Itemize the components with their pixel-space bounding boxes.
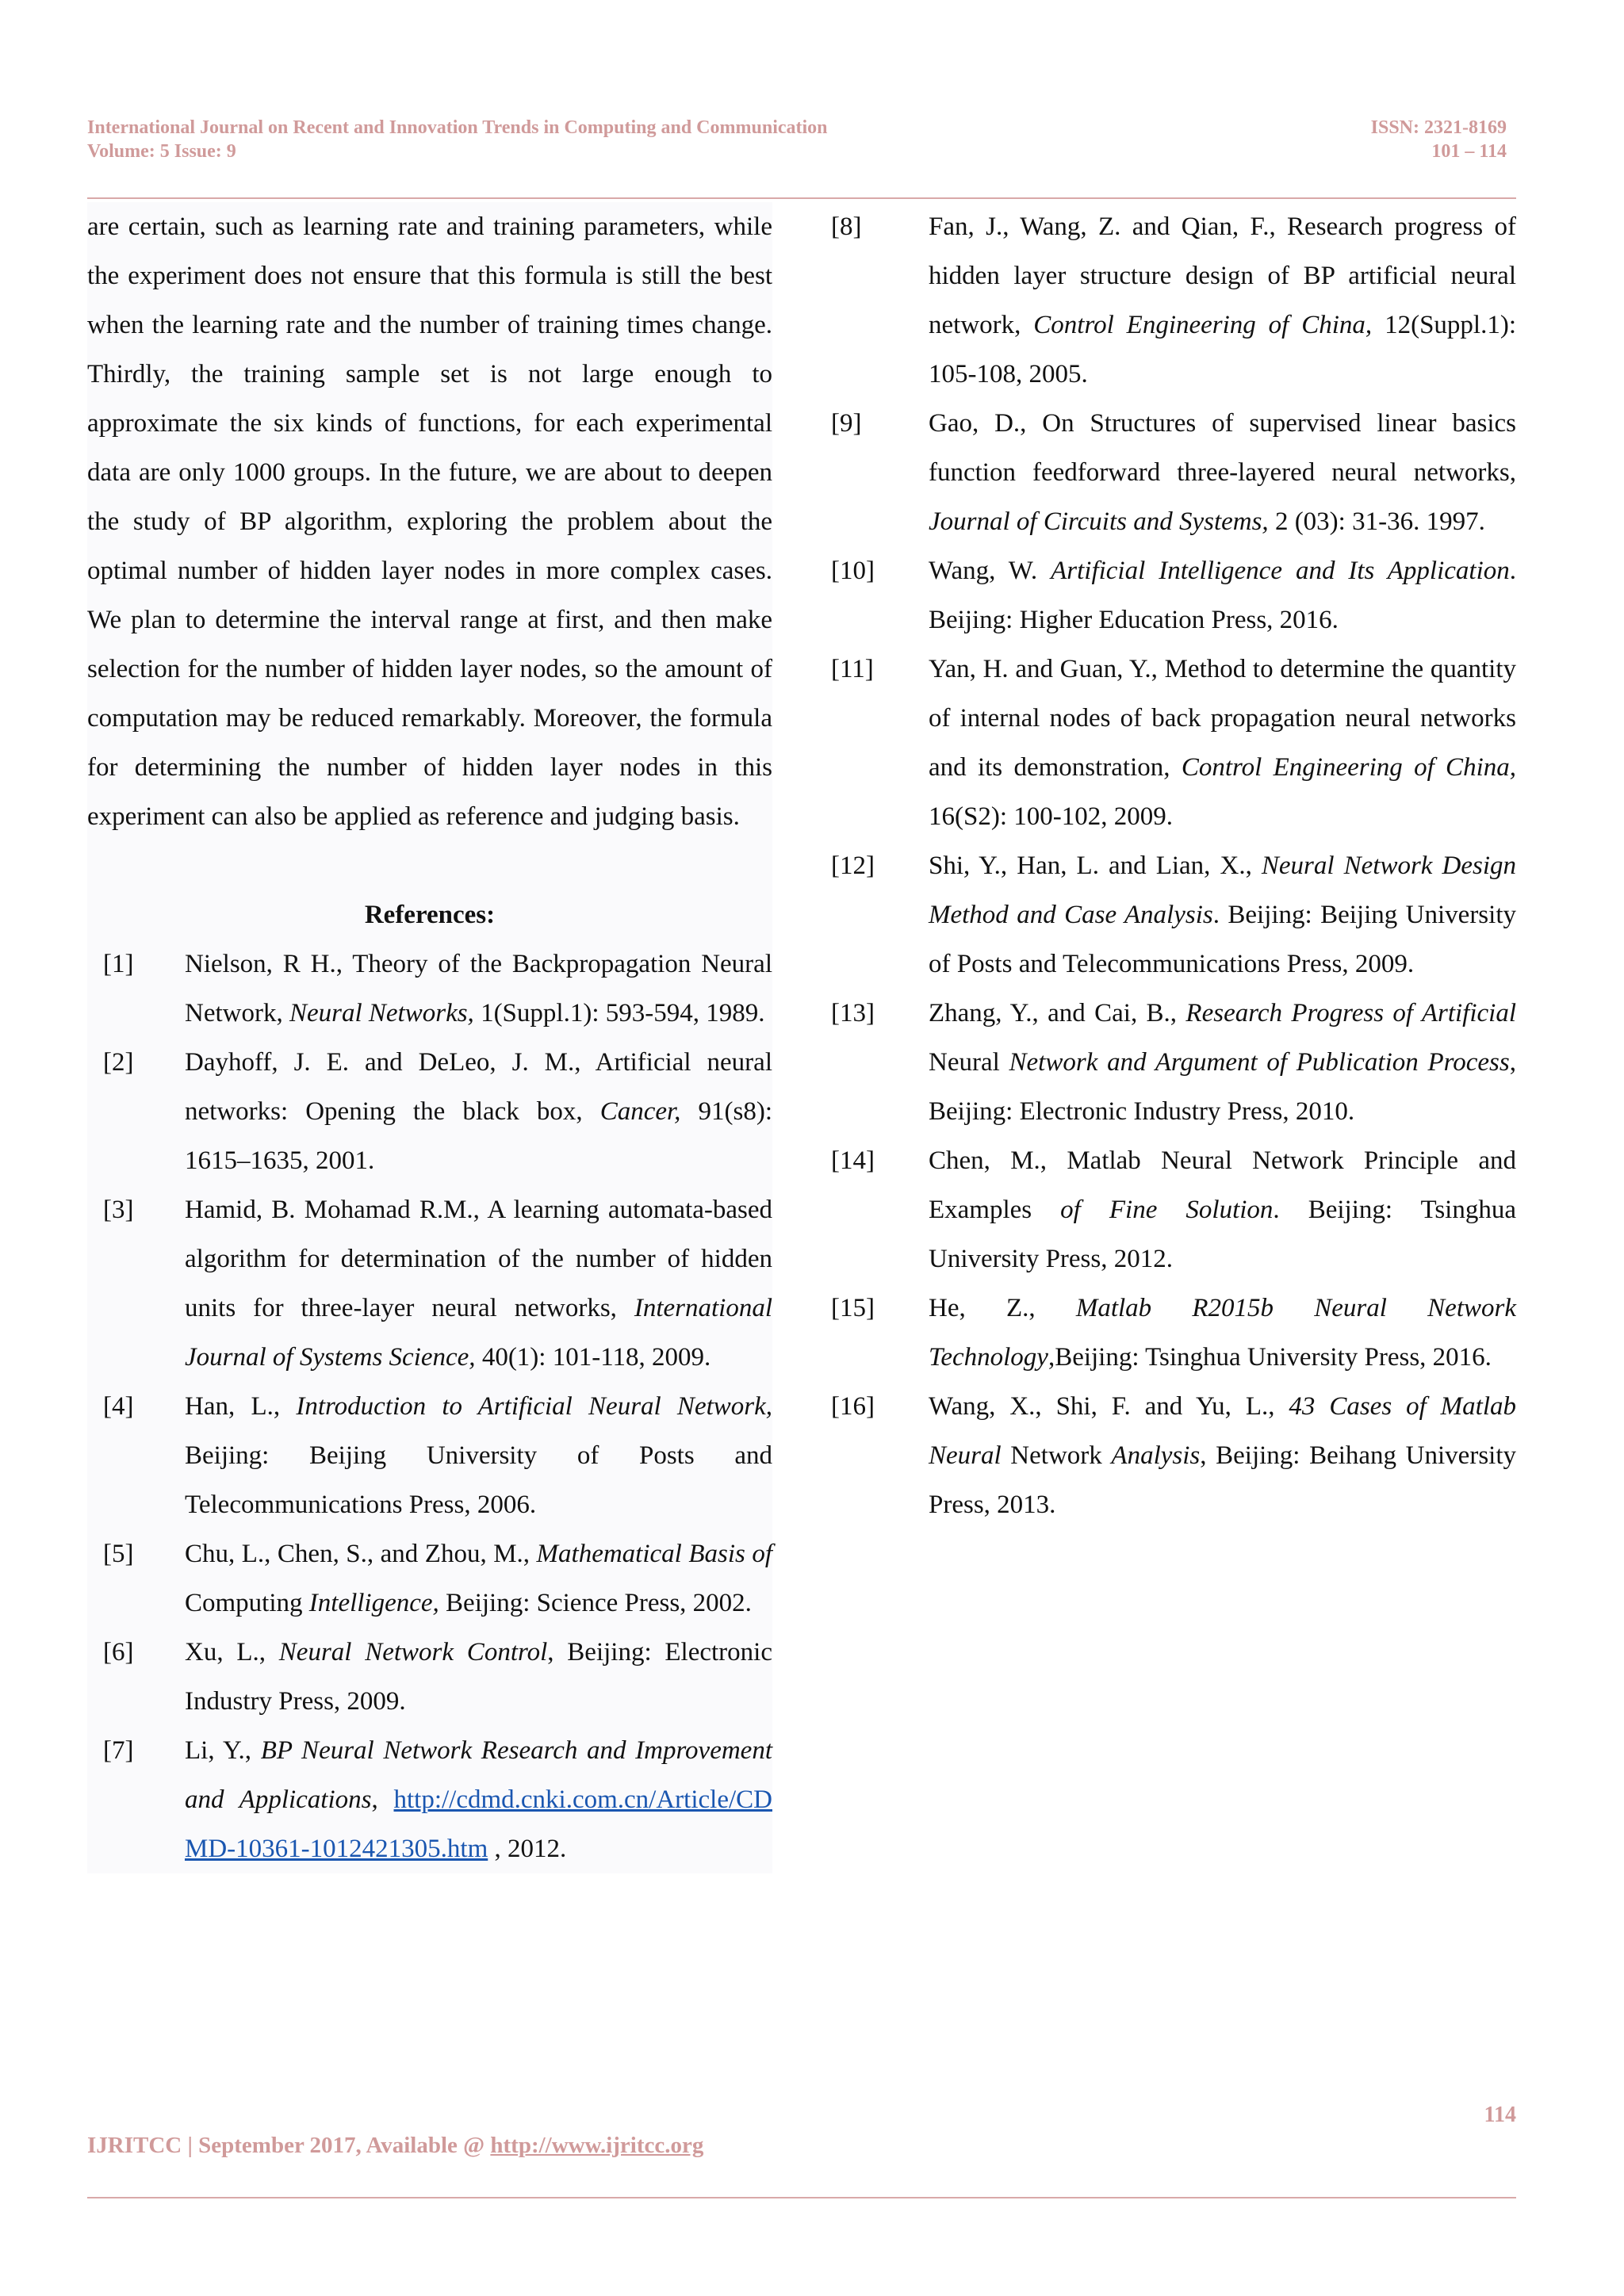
reference-italic: Neural Networks,	[289, 999, 474, 1027]
reference-segment: Hamid, B. Mohamad R.M., A learning automata-based algorithm for determination of the number of hidden units for three-layer neural networks,	[185, 1196, 772, 1322]
reference-item	[87, 1038, 772, 1185]
reference-segment: 91(s8): 1615–1635, 2001.	[185, 1097, 772, 1175]
reference-number: [2]	[103, 1048, 134, 1077]
journal-title: International Journal on Recent and Innovation Trends in Computing and Communication	[87, 117, 828, 138]
reference-italic: Analysis	[1111, 1441, 1201, 1470]
reference-number: [10]	[831, 557, 875, 585]
reference-italic: Mathematical Basis of	[536, 1540, 773, 1568]
reference-segment: 16(S2): 100-102, 2009.	[929, 802, 1173, 831]
reference-segment: ,Beijing: Tsinghua University Press, 2016.	[1048, 1343, 1492, 1372]
reference-item	[87, 1529, 772, 1628]
reference-item	[87, 1382, 772, 1529]
reference-segment: Shi, Y., Han, L. and Lian, X.,	[929, 851, 1262, 880]
reference-number: [7]	[103, 1736, 134, 1765]
page-range: 101 – 114	[1431, 141, 1507, 162]
reference-number: [5]	[103, 1540, 134, 1568]
reference-italic: 43 Cases of Matlab Neural	[929, 1392, 1516, 1470]
reference-italic: Neural Network Control	[278, 1638, 548, 1667]
reference-italic: BP Neural Network Research and Improvement and Applications	[185, 1736, 773, 1814]
reference-item	[831, 546, 1516, 645]
reference-number: [12]	[831, 851, 875, 880]
reference-segment: ,	[371, 1785, 394, 1814]
reference-text	[185, 1529, 772, 1628]
reference-segment: Zhang, Y., and Cai, B.,	[929, 999, 1186, 1027]
reference-segment: Wang, W.	[929, 557, 1051, 585]
reference-italic: Network and Argument of Publication Process	[1009, 1048, 1510, 1077]
reference-text	[929, 989, 1516, 1136]
reference-item	[87, 1185, 772, 1382]
reference-text	[929, 1382, 1516, 1529]
references-title: References:	[364, 901, 496, 929]
reference-segment: Dayhoff, J. E. and DeLeo, J. M., Artificial neural networks: Opening the black box,	[185, 1048, 772, 1126]
reference-segment: Yan, H. and Guan, Y., Method to determine the quantity of internal nodes of back propagation neural networks and its demonstration,	[929, 655, 1516, 782]
reference-number: [13]	[831, 999, 875, 1027]
reference-segment: Wang, X., Shi, F. and Yu, L.,	[929, 1392, 1289, 1421]
reference-number: [3]	[103, 1196, 134, 1224]
reference-text	[185, 1726, 772, 1873]
reference-segment: 40(1): 101-118, 2009.	[475, 1343, 711, 1372]
reference-italic: International Journal of Systems Science,	[185, 1294, 772, 1372]
reference-text	[929, 399, 1516, 546]
reference-italic: Cancer,	[599, 1097, 681, 1126]
reference-item	[831, 1136, 1516, 1284]
reference-text	[929, 202, 1516, 399]
reference-number: [16]	[831, 1392, 875, 1421]
reference-text	[929, 645, 1516, 841]
reference-item	[831, 989, 1516, 1136]
reference-number: [15]	[831, 1294, 875, 1322]
reference-italic: Neural Network Design Method and Case Analysis	[929, 851, 1516, 929]
reference-item	[831, 841, 1516, 989]
reference-number: [4]	[103, 1392, 134, 1421]
reference-segment: Nielson, R H., Theory of the Backpropagation Neural Network,	[185, 950, 772, 1027]
reference-segment: 2 (03): 31-36. 1997.	[1268, 507, 1485, 536]
reference-item	[87, 939, 772, 1038]
reference-segment: , Beijing: Electronic Industry Press, 2010.	[929, 1048, 1516, 1126]
footer-link[interactable]: http://www.ijritcc.org	[490, 2133, 704, 2158]
reference-segment: Li, Y.,	[185, 1736, 261, 1765]
header-rule	[87, 197, 1516, 199]
reference-text	[185, 1185, 772, 1382]
reference-italic: Control Engineering of China,	[1033, 311, 1373, 339]
footer-rule	[87, 2197, 1516, 2198]
reference-link[interactable]: http://cdmd.cnki.com.cn/Article/CDMD-10361-1012421305.htm	[185, 1785, 772, 1863]
reference-segment: . Beijing: Tsinghua University Press, 2012.	[929, 1196, 1516, 1273]
reference-number: [11]	[831, 655, 874, 683]
reference-segment: Network	[1001, 1441, 1112, 1470]
reference-text	[185, 1038, 772, 1185]
right-column	[831, 202, 1516, 1529]
reference-item	[831, 399, 1516, 546]
reference-item	[831, 1382, 1516, 1529]
reference-item	[831, 202, 1516, 399]
reference-segment: Beijing: Science Press, 2002.	[439, 1589, 752, 1617]
reference-item	[831, 1284, 1516, 1382]
reference-italic: Introduction to Artificial Neural Network,	[296, 1392, 773, 1421]
reference-text	[929, 546, 1516, 645]
reference-italic: Matlab R2015b Neural Network Technology	[929, 1294, 1516, 1372]
reference-number: [9]	[831, 409, 862, 438]
footer-text: IJRITCC | September 2017, Available @	[87, 2133, 491, 2158]
reference-segment: Chu, L., Chen, S., and Zhou, M.,	[185, 1540, 537, 1568]
reference-segment: , 2012.	[488, 1835, 567, 1863]
reference-segment: 1(Suppl.1): 593-594, 1989.	[473, 999, 765, 1027]
reference-item	[87, 1628, 772, 1726]
reference-item	[87, 1726, 772, 1873]
reference-segment: Computing	[185, 1589, 309, 1617]
reference-segment: Fan, J., Wang, Z. and Qian, F., Research progress of hidden layer structure design of BP artificial neural network,	[929, 212, 1516, 339]
page-number: 114	[1484, 2103, 1516, 2127]
reference-segment: 12(Suppl.1): 105-108, 2005.	[929, 311, 1517, 388]
reference-italic: of Fine Solution	[1060, 1196, 1274, 1224]
reference-italic: Research Progress of Artificial	[1185, 999, 1516, 1027]
reference-segment: Gao, D., On Structures of supervised linear basics function feedforward three-layered neural networks,	[929, 409, 1516, 487]
reference-segment: Chen, M., Matlab Neural Network Principle and Examples	[929, 1146, 1516, 1224]
reference-italic: Artificial Intelligence and Its Application	[1051, 557, 1510, 585]
reference-text	[929, 1136, 1516, 1284]
reference-number: [14]	[831, 1146, 875, 1175]
reference-italic: Control Engineering of China,	[1181, 753, 1516, 782]
reference-number: [8]	[831, 212, 862, 241]
reference-text	[185, 1628, 772, 1726]
volume-issue: Volume: 5 Issue: 9	[87, 141, 236, 162]
reference-number: [6]	[103, 1638, 134, 1667]
issn: ISSN: 2321-8169	[1370, 117, 1507, 138]
body-paragraph: are certain, such as learning rate and training parameters, while the experiment does not ensure that this formula is still the best when the learning rate and the number of training times change. Thirdly, the training sample set is not large enough to approximate the six kinds of functions, for each experimental data are only 1000 groups. In the future, we are about to deepen the study of BP algorithm, exploring the problem about the optimal number of hidden layer nodes in more complex cases. We plan to determine the interval range at first, and then make selection for the number of hidden layer nodes, so the amount of computation may be reduced remarkably. Moreover, the formula for determining the number of hidden layer nodes in this experiment can also be applied as reference and judging basis.	[87, 212, 772, 831]
left-column	[87, 202, 772, 1873]
reference-segment: . Beijing: Higher Education Press, 2016.	[929, 557, 1516, 634]
header-right	[1371, 116, 1507, 163]
reference-segment: Han, L.,	[185, 1392, 297, 1421]
reference-number: [1]	[103, 950, 134, 978]
reference-segment: Beijing: Beijing University of Posts and Telecommunications Press, 2006.	[185, 1441, 772, 1519]
reference-text	[185, 1382, 772, 1529]
reference-text	[185, 939, 772, 1038]
reference-text	[929, 1284, 1516, 1382]
reference-segment: , Beijing: Beihang University Press, 2013.	[929, 1441, 1516, 1519]
reference-segment: , Beijing: Electronic Industry Press, 2009.	[185, 1638, 772, 1716]
reference-segment: Xu, L.,	[185, 1638, 279, 1667]
reference-text	[929, 841, 1516, 989]
reference-segment: Neural	[929, 1048, 1009, 1077]
references-list-left	[87, 939, 772, 1873]
reference-italic: Intelligence,	[308, 1589, 439, 1617]
reference-item	[831, 645, 1516, 841]
reference-italic: Journal of Circuits and Systems,	[929, 507, 1269, 536]
references-list-right	[831, 202, 1516, 1529]
reference-segment: He, Z.,	[929, 1294, 1076, 1322]
reference-segment: . Beijing: Beijing University of Posts and Telecommunications Press, 2009.	[929, 901, 1516, 978]
page-header	[87, 116, 1507, 163]
page-footer	[87, 2133, 703, 2159]
